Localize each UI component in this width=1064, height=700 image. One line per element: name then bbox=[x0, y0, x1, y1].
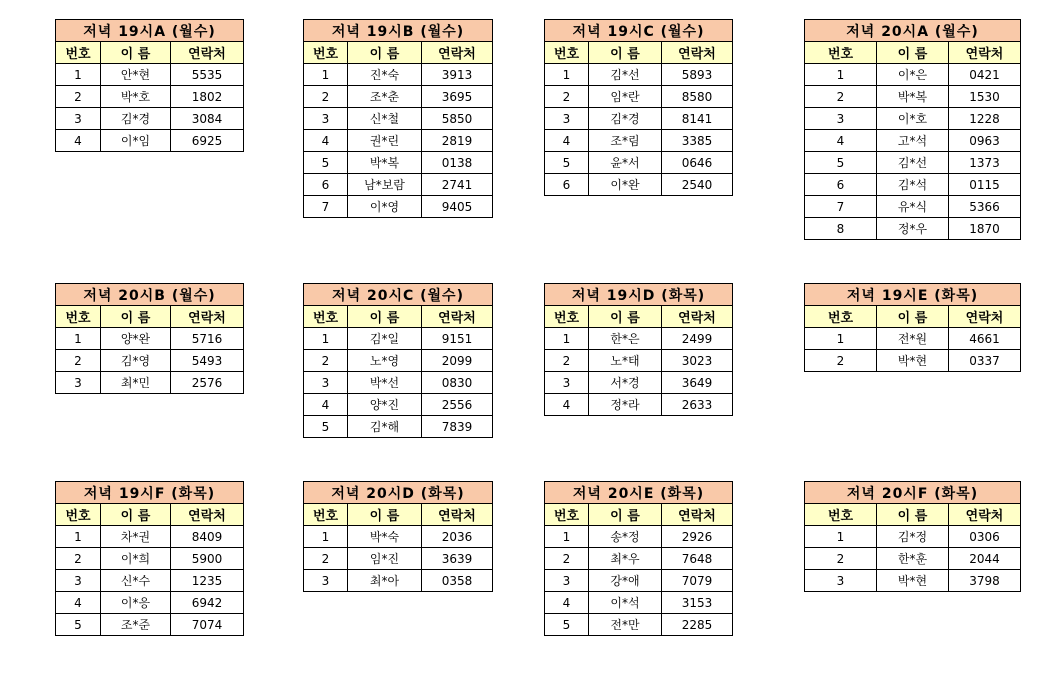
cell-num: 7 bbox=[805, 196, 877, 218]
cell-num: 4 bbox=[56, 130, 101, 152]
cell-num: 3 bbox=[304, 372, 348, 394]
table-row bbox=[304, 372, 493, 394]
header-contact: 연락처 bbox=[422, 42, 493, 64]
table-row bbox=[56, 328, 244, 350]
cell-name: 최*아 bbox=[348, 570, 422, 592]
table-row bbox=[805, 174, 1021, 196]
header-num: 번호 bbox=[805, 504, 877, 526]
cell-contact: 5535 bbox=[171, 64, 244, 86]
cell-contact: 1802 bbox=[171, 86, 244, 108]
cell-num: 3 bbox=[304, 108, 348, 130]
cell-name: 정*라 bbox=[589, 394, 662, 416]
cell-name: 김*경 bbox=[589, 108, 662, 130]
cell-name: 김*경 bbox=[101, 108, 171, 130]
cell-name: 서*경 bbox=[589, 372, 662, 394]
header-name: 이 름 bbox=[877, 42, 949, 64]
header-name: 이 름 bbox=[348, 504, 422, 526]
cell-contact: 2540 bbox=[662, 174, 733, 196]
cell-num: 8 bbox=[805, 218, 877, 240]
cell-name: 조*림 bbox=[589, 130, 662, 152]
table-title: 저녁 19시A (월수) bbox=[56, 20, 244, 42]
table-row bbox=[805, 86, 1021, 108]
table-row bbox=[805, 64, 1021, 86]
table-title: 저녁 20시A (월수) bbox=[805, 20, 1021, 42]
cell-contact: 6942 bbox=[171, 592, 244, 614]
cell-name: 전*원 bbox=[877, 328, 949, 350]
table-row bbox=[805, 108, 1021, 130]
header-num: 번호 bbox=[56, 504, 101, 526]
table-row bbox=[545, 570, 733, 592]
header-contact: 연락처 bbox=[171, 306, 244, 328]
table-row bbox=[805, 152, 1021, 174]
cell-contact: 2499 bbox=[662, 328, 733, 350]
cell-contact: 2556 bbox=[422, 394, 493, 416]
cell-num: 3 bbox=[304, 570, 348, 592]
cell-contact: 5850 bbox=[422, 108, 493, 130]
table-row bbox=[545, 526, 733, 548]
class-table bbox=[544, 283, 733, 416]
header-name: 이 름 bbox=[589, 42, 662, 64]
table-row bbox=[805, 526, 1021, 548]
header-contact: 연락처 bbox=[949, 306, 1021, 328]
table-row bbox=[56, 372, 244, 394]
cell-contact: 6925 bbox=[171, 130, 244, 152]
header-name: 이 름 bbox=[101, 306, 171, 328]
cell-name: 남*보람 bbox=[348, 174, 422, 196]
cell-contact: 3649 bbox=[662, 372, 733, 394]
cell-contact: 2285 bbox=[662, 614, 733, 636]
cell-name: 신*수 bbox=[101, 570, 171, 592]
cell-num: 2 bbox=[545, 350, 589, 372]
cell-num: 3 bbox=[805, 108, 877, 130]
cell-contact: 3153 bbox=[662, 592, 733, 614]
header-contact: 연락처 bbox=[949, 42, 1021, 64]
cell-name: 김*정 bbox=[877, 526, 949, 548]
table-row bbox=[304, 526, 493, 548]
cell-name: 노*영 bbox=[348, 350, 422, 372]
cell-name: 정*우 bbox=[877, 218, 949, 240]
table-row bbox=[545, 174, 733, 196]
cell-name: 박*복 bbox=[348, 152, 422, 174]
cell-name: 전*만 bbox=[589, 614, 662, 636]
class-table bbox=[544, 19, 733, 196]
cell-name: 유*식 bbox=[877, 196, 949, 218]
cell-num: 5 bbox=[545, 152, 589, 174]
class-table bbox=[804, 481, 1021, 592]
table-row bbox=[545, 350, 733, 372]
cell-name: 조*준 bbox=[101, 614, 171, 636]
class-table bbox=[303, 283, 493, 438]
cell-contact: 2036 bbox=[422, 526, 493, 548]
table-row bbox=[545, 108, 733, 130]
table-title: 저녁 19시F (화목) bbox=[56, 482, 244, 504]
cell-num: 4 bbox=[805, 130, 877, 152]
cell-contact: 9405 bbox=[422, 196, 493, 218]
cell-name: 박*복 bbox=[877, 86, 949, 108]
cell-contact: 2819 bbox=[422, 130, 493, 152]
cell-num: 3 bbox=[545, 570, 589, 592]
table-row bbox=[805, 130, 1021, 152]
cell-num: 6 bbox=[545, 174, 589, 196]
cell-name: 임*란 bbox=[589, 86, 662, 108]
cell-num: 3 bbox=[56, 570, 101, 592]
cell-num: 1 bbox=[545, 328, 589, 350]
cell-contact: 2926 bbox=[662, 526, 733, 548]
table-row bbox=[545, 548, 733, 570]
table-title: 저녁 20시F (화목) bbox=[805, 482, 1021, 504]
header-contact: 연락처 bbox=[949, 504, 1021, 526]
cell-contact: 1235 bbox=[171, 570, 244, 592]
class-table bbox=[303, 19, 493, 218]
cell-contact: 1530 bbox=[949, 86, 1021, 108]
table-row bbox=[304, 174, 493, 196]
class-table bbox=[544, 481, 733, 636]
cell-num: 1 bbox=[56, 64, 101, 86]
table-row bbox=[56, 548, 244, 570]
cell-contact: 2576 bbox=[171, 372, 244, 394]
cell-name: 김*선 bbox=[589, 64, 662, 86]
cell-name: 신*철 bbox=[348, 108, 422, 130]
cell-num: 2 bbox=[304, 350, 348, 372]
cell-contact: 3385 bbox=[662, 130, 733, 152]
cell-num: 1 bbox=[805, 64, 877, 86]
cell-contact: 7839 bbox=[422, 416, 493, 438]
cell-name: 진*숙 bbox=[348, 64, 422, 86]
table-row bbox=[56, 108, 244, 130]
cell-num: 4 bbox=[545, 592, 589, 614]
cell-contact: 5366 bbox=[949, 196, 1021, 218]
cell-contact: 2099 bbox=[422, 350, 493, 372]
header-contact: 연락처 bbox=[662, 504, 733, 526]
cell-num: 1 bbox=[545, 64, 589, 86]
cell-num: 1 bbox=[304, 526, 348, 548]
cell-num: 1 bbox=[545, 526, 589, 548]
cell-num: 2 bbox=[56, 548, 101, 570]
cell-num: 6 bbox=[805, 174, 877, 196]
cell-contact: 5493 bbox=[171, 350, 244, 372]
header-num: 번호 bbox=[545, 42, 589, 64]
header-num: 번호 bbox=[304, 504, 348, 526]
header-num: 번호 bbox=[545, 306, 589, 328]
cell-contact: 0358 bbox=[422, 570, 493, 592]
header-name: 이 름 bbox=[877, 306, 949, 328]
table-title: 저녁 20시B (월수) bbox=[56, 284, 244, 306]
header-name: 이 름 bbox=[101, 504, 171, 526]
cell-name: 송*정 bbox=[589, 526, 662, 548]
cell-name: 박*현 bbox=[877, 570, 949, 592]
table-row bbox=[304, 196, 493, 218]
table-title: 저녁 19시C (월수) bbox=[545, 20, 733, 42]
cell-num: 1 bbox=[805, 526, 877, 548]
table-row bbox=[56, 86, 244, 108]
cell-name: 박*선 bbox=[348, 372, 422, 394]
table-row bbox=[56, 592, 244, 614]
cell-name: 김*영 bbox=[101, 350, 171, 372]
table-title: 저녁 20시D (화목) bbox=[304, 482, 493, 504]
table-row bbox=[56, 614, 244, 636]
cell-contact: 0306 bbox=[949, 526, 1021, 548]
header-num: 번호 bbox=[304, 306, 348, 328]
cell-num: 4 bbox=[545, 130, 589, 152]
cell-num: 5 bbox=[545, 614, 589, 636]
cell-num: 3 bbox=[56, 372, 101, 394]
cell-num: 3 bbox=[56, 108, 101, 130]
cell-contact: 2633 bbox=[662, 394, 733, 416]
table-row bbox=[545, 372, 733, 394]
cell-num: 1 bbox=[304, 64, 348, 86]
cell-num: 5 bbox=[56, 614, 101, 636]
table-row bbox=[56, 130, 244, 152]
cell-contact: 1870 bbox=[949, 218, 1021, 240]
cell-name: 김*석 bbox=[877, 174, 949, 196]
cell-name: 고*석 bbox=[877, 130, 949, 152]
cell-contact: 0421 bbox=[949, 64, 1021, 86]
class-table bbox=[55, 481, 244, 636]
cell-num: 1 bbox=[56, 328, 101, 350]
cell-name: 권*린 bbox=[348, 130, 422, 152]
cell-contact: 0138 bbox=[422, 152, 493, 174]
cell-name: 최*민 bbox=[101, 372, 171, 394]
cell-num: 2 bbox=[304, 86, 348, 108]
cell-contact: 2044 bbox=[949, 548, 1021, 570]
table-title: 저녁 19시E (화목) bbox=[805, 284, 1021, 306]
cell-num: 4 bbox=[304, 130, 348, 152]
cell-num: 5 bbox=[304, 152, 348, 174]
cell-name: 김*해 bbox=[348, 416, 422, 438]
table-row bbox=[56, 64, 244, 86]
class-table bbox=[804, 19, 1021, 240]
cell-num: 5 bbox=[304, 416, 348, 438]
header-num: 번호 bbox=[805, 306, 877, 328]
cell-contact: 7079 bbox=[662, 570, 733, 592]
cell-name: 이*석 bbox=[589, 592, 662, 614]
cell-num: 6 bbox=[304, 174, 348, 196]
table-row bbox=[545, 328, 733, 350]
table-row bbox=[304, 86, 493, 108]
table-row bbox=[56, 570, 244, 592]
header-name: 이 름 bbox=[348, 306, 422, 328]
cell-num: 1 bbox=[56, 526, 101, 548]
class-table bbox=[55, 19, 244, 152]
cell-num: 5 bbox=[805, 152, 877, 174]
table-row bbox=[805, 548, 1021, 570]
header-num: 번호 bbox=[56, 42, 101, 64]
cell-contact: 5716 bbox=[171, 328, 244, 350]
cell-name: 윤*서 bbox=[589, 152, 662, 174]
table-row bbox=[545, 614, 733, 636]
cell-name: 양*진 bbox=[348, 394, 422, 416]
header-contact: 연락처 bbox=[171, 504, 244, 526]
table-row bbox=[545, 86, 733, 108]
table-row bbox=[56, 526, 244, 548]
cell-contact: 0115 bbox=[949, 174, 1021, 196]
cell-contact: 7074 bbox=[171, 614, 244, 636]
cell-name: 박*호 bbox=[101, 86, 171, 108]
cell-contact: 7648 bbox=[662, 548, 733, 570]
header-contact: 연락처 bbox=[422, 504, 493, 526]
table-title: 저녁 19시D (화목) bbox=[545, 284, 733, 306]
cell-name: 한*훈 bbox=[877, 548, 949, 570]
table-title: 저녁 20시C (월수) bbox=[304, 284, 493, 306]
cell-num: 2 bbox=[304, 548, 348, 570]
header-contact: 연락처 bbox=[422, 306, 493, 328]
table-row bbox=[545, 152, 733, 174]
table-row bbox=[304, 130, 493, 152]
cell-name: 이*완 bbox=[589, 174, 662, 196]
table-row bbox=[805, 218, 1021, 240]
cell-name: 이*호 bbox=[877, 108, 949, 130]
table-row bbox=[304, 350, 493, 372]
cell-num: 4 bbox=[56, 592, 101, 614]
header-name: 이 름 bbox=[348, 42, 422, 64]
cell-contact: 3639 bbox=[422, 548, 493, 570]
cell-contact: 5900 bbox=[171, 548, 244, 570]
cell-contact: 1373 bbox=[949, 152, 1021, 174]
table-row bbox=[805, 570, 1021, 592]
cell-contact: 5893 bbox=[662, 64, 733, 86]
cell-contact: 3695 bbox=[422, 86, 493, 108]
cell-num: 2 bbox=[545, 86, 589, 108]
cell-contact: 3084 bbox=[171, 108, 244, 130]
cell-num: 2 bbox=[56, 86, 101, 108]
table-row bbox=[304, 152, 493, 174]
cell-contact: 4661 bbox=[949, 328, 1021, 350]
cell-contact: 0337 bbox=[949, 350, 1021, 372]
cell-name: 박*현 bbox=[877, 350, 949, 372]
table-title: 저녁 20시E (화목) bbox=[545, 482, 733, 504]
table-row bbox=[304, 548, 493, 570]
class-table bbox=[303, 481, 493, 592]
cell-name: 양*완 bbox=[101, 328, 171, 350]
cell-num: 3 bbox=[545, 372, 589, 394]
table-row bbox=[545, 394, 733, 416]
cell-name: 김*일 bbox=[348, 328, 422, 350]
table-row bbox=[545, 130, 733, 152]
cell-name: 한*은 bbox=[589, 328, 662, 350]
cell-contact: 2741 bbox=[422, 174, 493, 196]
cell-num: 2 bbox=[56, 350, 101, 372]
cell-contact: 8409 bbox=[171, 526, 244, 548]
cell-name: 이*은 bbox=[877, 64, 949, 86]
header-num: 번호 bbox=[805, 42, 877, 64]
table-row bbox=[56, 350, 244, 372]
cell-name: 최*우 bbox=[589, 548, 662, 570]
class-table bbox=[55, 283, 244, 394]
cell-contact: 0830 bbox=[422, 372, 493, 394]
table-row bbox=[805, 328, 1021, 350]
cell-num: 3 bbox=[545, 108, 589, 130]
cell-num: 1 bbox=[805, 328, 877, 350]
cell-num: 2 bbox=[805, 86, 877, 108]
cell-name: 이*임 bbox=[101, 130, 171, 152]
header-name: 이 름 bbox=[589, 306, 662, 328]
cell-contact: 9151 bbox=[422, 328, 493, 350]
cell-name: 이*영 bbox=[348, 196, 422, 218]
table-row bbox=[304, 570, 493, 592]
cell-name: 안*현 bbox=[101, 64, 171, 86]
cell-name: 임*진 bbox=[348, 548, 422, 570]
header-name: 이 름 bbox=[877, 504, 949, 526]
cell-contact: 8141 bbox=[662, 108, 733, 130]
cell-contact: 0646 bbox=[662, 152, 733, 174]
table-row bbox=[304, 108, 493, 130]
header-num: 번호 bbox=[56, 306, 101, 328]
cell-num: 4 bbox=[545, 394, 589, 416]
cell-contact: 3798 bbox=[949, 570, 1021, 592]
class-table bbox=[804, 283, 1021, 372]
cell-name: 노*태 bbox=[589, 350, 662, 372]
header-name: 이 름 bbox=[589, 504, 662, 526]
header-contact: 연락처 bbox=[662, 42, 733, 64]
header-contact: 연락처 bbox=[171, 42, 244, 64]
cell-name: 이*희 bbox=[101, 548, 171, 570]
cell-contact: 8580 bbox=[662, 86, 733, 108]
table-row bbox=[545, 592, 733, 614]
table-row bbox=[304, 416, 493, 438]
table-title: 저녁 19시B (월수) bbox=[304, 20, 493, 42]
cell-contact: 1228 bbox=[949, 108, 1021, 130]
table-row bbox=[304, 64, 493, 86]
cell-num: 2 bbox=[805, 350, 877, 372]
cell-num: 3 bbox=[805, 570, 877, 592]
header-num: 번호 bbox=[545, 504, 589, 526]
cell-num: 2 bbox=[545, 548, 589, 570]
cell-name: 이*응 bbox=[101, 592, 171, 614]
cell-name: 박*숙 bbox=[348, 526, 422, 548]
cell-num: 1 bbox=[304, 328, 348, 350]
cell-num: 4 bbox=[304, 394, 348, 416]
cell-name: 김*선 bbox=[877, 152, 949, 174]
table-row bbox=[805, 196, 1021, 218]
table-row bbox=[545, 64, 733, 86]
table-row bbox=[304, 394, 493, 416]
table-row bbox=[304, 328, 493, 350]
header-name: 이 름 bbox=[101, 42, 171, 64]
table-row bbox=[805, 350, 1021, 372]
cell-num: 2 bbox=[805, 548, 877, 570]
header-num: 번호 bbox=[304, 42, 348, 64]
cell-contact: 0963 bbox=[949, 130, 1021, 152]
header-contact: 연락처 bbox=[662, 306, 733, 328]
cell-contact: 3023 bbox=[662, 350, 733, 372]
cell-name: 차*권 bbox=[101, 526, 171, 548]
cell-num: 7 bbox=[304, 196, 348, 218]
cell-name: 조*춘 bbox=[348, 86, 422, 108]
cell-name: 강*애 bbox=[589, 570, 662, 592]
cell-contact: 3913 bbox=[422, 64, 493, 86]
